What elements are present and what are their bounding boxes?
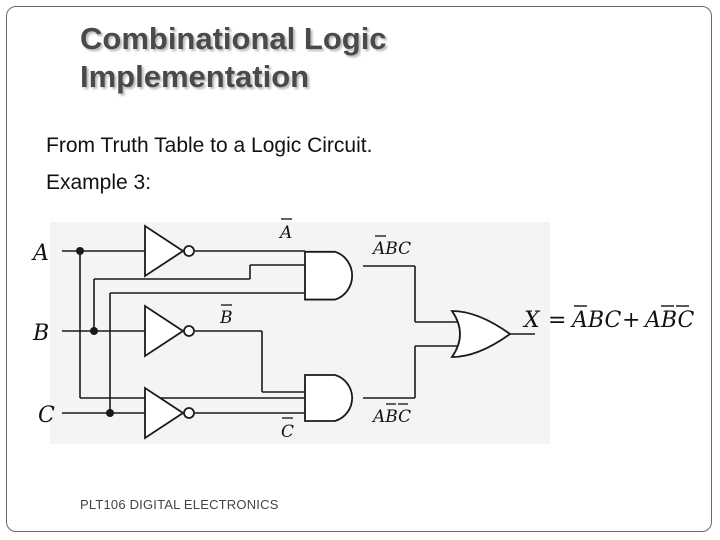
junction-dot: [76, 247, 84, 255]
output-plus: +: [622, 308, 641, 333]
input-c-label: C: [38, 403, 55, 428]
title-line-1: Combinational Logic: [80, 21, 387, 56]
inverter-a: [145, 226, 194, 276]
title-line-2: Implementation: [80, 59, 310, 94]
output-x: X: [524, 308, 540, 333]
c-bar-label: C: [281, 422, 295, 442]
junction-dot: [90, 327, 98, 335]
output-equals: =: [548, 308, 567, 333]
inverter-c: [145, 388, 194, 438]
output-expression: [522, 306, 694, 333]
inverter-b: [145, 306, 194, 356]
slide-footer: PLT106 DIGITAL ELECTRONICS: [80, 497, 279, 512]
or-gate: [452, 311, 510, 357]
a-bar-label: A: [280, 223, 293, 243]
bullet-1-text: From Truth Table to a Logic Circuit.: [46, 134, 373, 157]
input-b-label: B: [33, 321, 50, 346]
input-a-label: A: [33, 241, 49, 266]
b-bar-label: B: [220, 308, 233, 328]
and-gate-1: [305, 252, 352, 300]
bullet-2-text: Example 3:: [46, 171, 152, 194]
and-gate-2: [305, 375, 352, 421]
output-term-1: ABC: [572, 308, 622, 333]
output-term-2: ABC: [645, 308, 695, 333]
and2-output-label: ABC: [373, 407, 412, 427]
and1-output-label: ABC: [373, 239, 412, 259]
junction-dot: [106, 409, 114, 417]
